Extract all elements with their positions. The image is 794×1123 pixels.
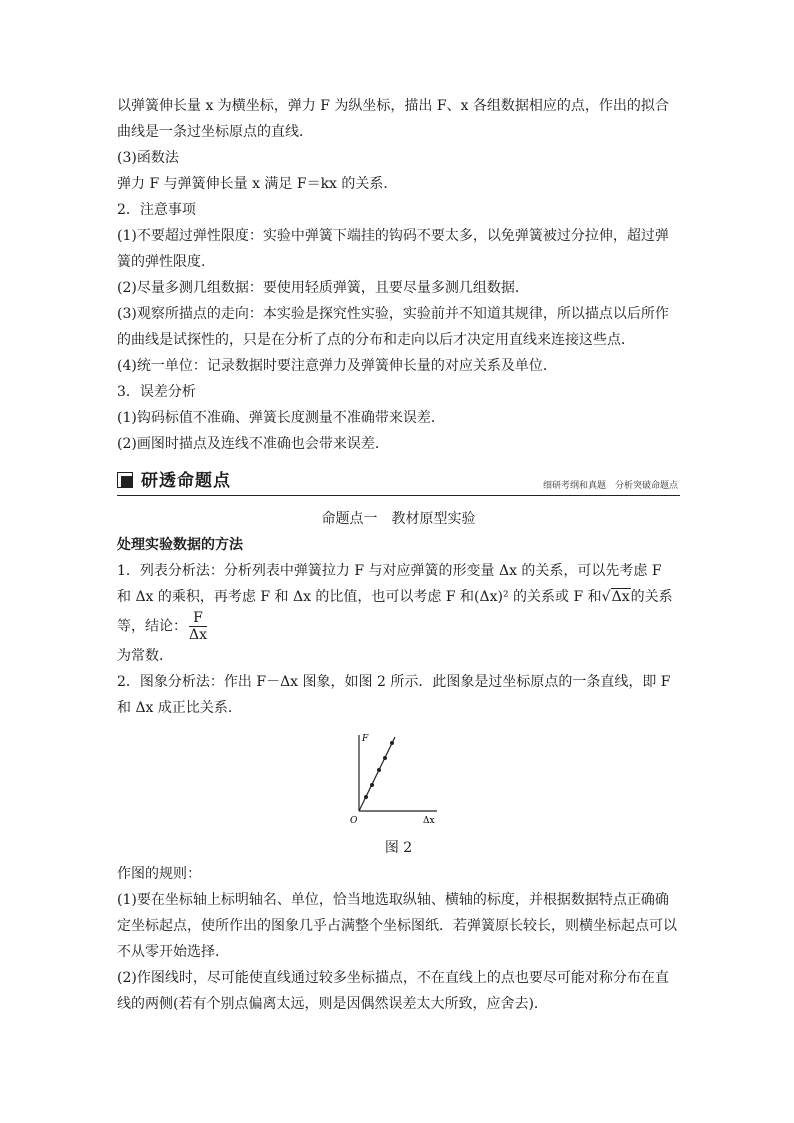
document-body	[117, 93, 680, 1017]
fit-line	[359, 737, 395, 811]
method-1-conclusion: 为常数．	[117, 648, 173, 664]
fraction-numerator: F	[189, 610, 207, 627]
paragraph-hooke-law: 弹力 F 与弹簧伸长量 x 满足 F＝kx 的关系．	[117, 176, 398, 192]
x-axis-label: Δx	[423, 816, 435, 826]
error-2: (2)画图时描点及连线不准确也会带来误差．	[117, 436, 389, 452]
f-dx-graph	[347, 727, 447, 827]
rules-heading: 作图的规则：	[117, 866, 201, 882]
figure-2	[117, 727, 680, 835]
heading-function-method: (3)函数法	[117, 150, 179, 166]
method-2: 2．图象分析法：作出 F－Δx 图象，如图 2 所示．此图象是过坐标原点的一条直线，即 F 和 Δx 成正比关系．	[117, 674, 671, 716]
heading-notes: 2．注意事项	[117, 202, 196, 218]
note-3: (3)观察所描点的走向：本实验是探究性实验，实验前并不知道其规律，所以描点以后所作的曲线是试探性的，只是在分析了点的分布和走向以后才决定用直线来连接这些点．	[117, 306, 669, 348]
method-1	[117, 558, 680, 643]
section-band-title: 研透命题点	[141, 471, 231, 491]
data-point	[377, 768, 381, 772]
origin-label: O	[350, 816, 358, 826]
data-point	[390, 741, 394, 745]
sqrt-argument: Δx	[611, 589, 630, 605]
rule-1: (1)要在坐标轴上标明轴名、单位，恰当地选取纵轴、横轴的标度，并根据数据特点正确确定坐标起点，使所作出的图象几乎占满整个坐标图纸．若弹簧原长较长，则横坐标起点可以不从零开始选择．	[117, 892, 677, 960]
section-square-icon	[117, 472, 133, 488]
paragraph-fit-line: 以弹簧伸长量 x 为横坐标，弹力 F 为纵坐标，描出 F、x 各组数据相应的点，作出的拟合曲线是一条过坐标原点的直线．	[117, 98, 669, 140]
topic-title: 命题点一 教材原型实验	[321, 511, 476, 527]
sqrt-symbol: √	[601, 589, 611, 605]
note-1: (1)不要超过弹性限度：实验中弹簧下端挂的钩码不要太多，以免弹簧被过分拉伸，超过弹簧的弹性限度．	[117, 228, 669, 270]
section-band	[117, 469, 680, 496]
note-4: (4)统一单位：记录数据时要注意弹力及弹簧伸长量的对应关系及单位．	[117, 358, 557, 374]
y-axis-label: F	[362, 734, 369, 744]
data-point	[364, 795, 368, 799]
data-point	[370, 783, 374, 787]
error-1: (1)钩码标值不准确、弹簧长度测量不准确带来误差．	[117, 410, 445, 426]
method-heading: 处理实验数据的方法	[117, 537, 243, 553]
data-point	[383, 756, 387, 760]
section-band-subtitle: 细研考纲和真题 分析突破命题点	[542, 481, 678, 491]
fraction-denominator: Δx	[189, 627, 208, 643]
fraction	[189, 610, 207, 643]
method-1-text: 1．列表分析法：分析列表中弹簧拉力 F 与对应弹簧的形变量 Δx 的关系，可以先考虑 F 和 Δx 的乘积，再考虑 F 和 Δx 的比值，也可以考虑 F 和(Δx)² 的关系或 F 和	[117, 563, 662, 605]
note-2: (2)尽量多测几组数据：要使用轻质弹簧，且要尽量多测几组数据．	[117, 280, 529, 296]
rule-2: (2)作图线时，尽可能使直线通过较多坐标描点，不在直线上的点也要尽可能对称分布在直线的两侧(若有个别点偏离太远，则是因偶然误差太大所致，应舍去)．	[117, 970, 669, 1012]
heading-error-analysis: 3．误差分析	[117, 384, 196, 400]
method-1-text-b: 的关系等，结论：	[117, 589, 673, 635]
figure-caption: 图 2	[384, 840, 413, 856]
